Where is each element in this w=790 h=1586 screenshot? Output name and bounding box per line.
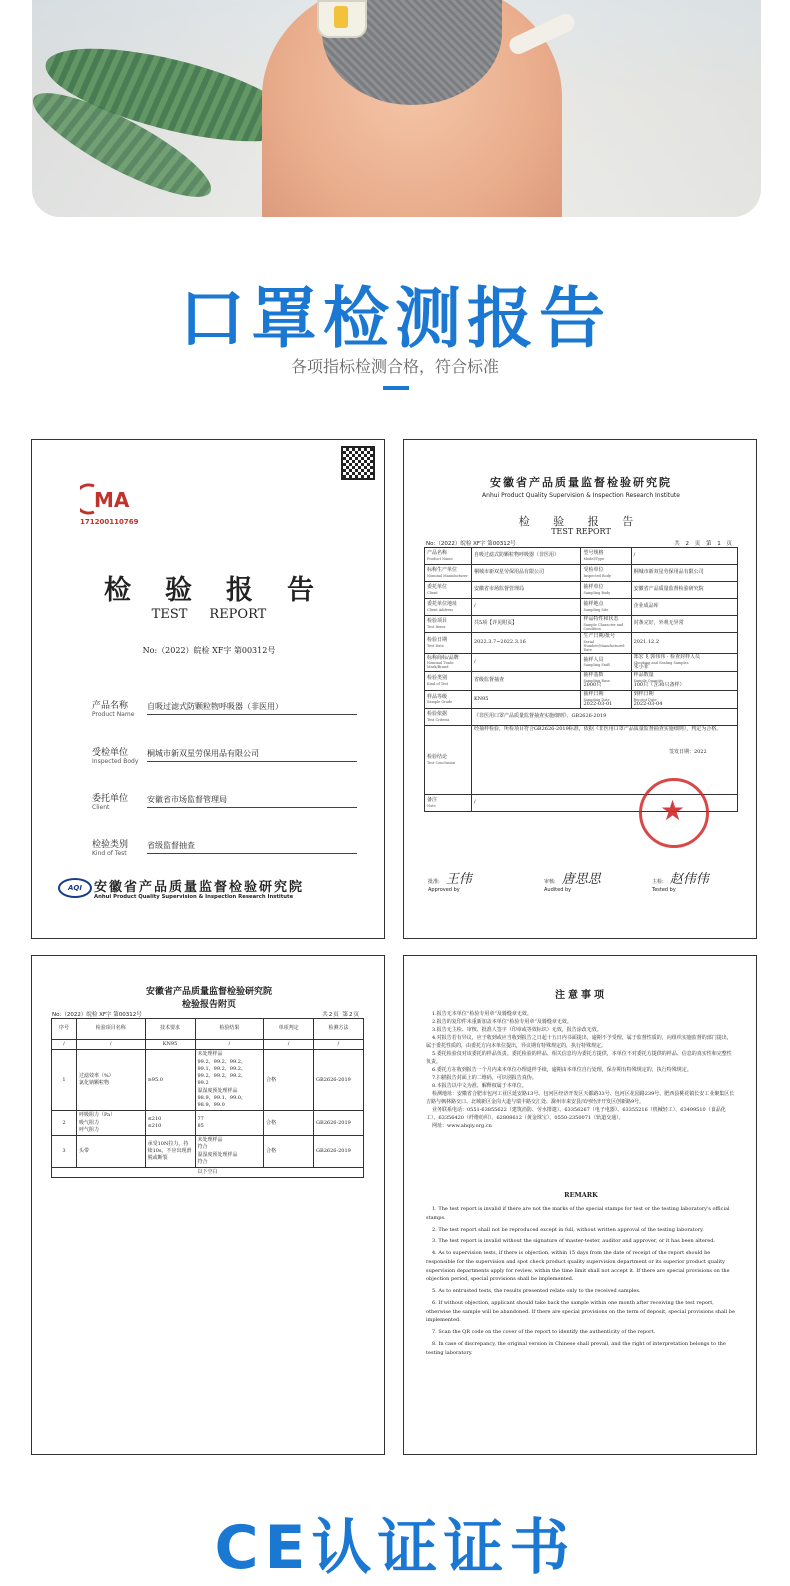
text-span: Inspected Body: [583, 573, 611, 578]
text-span: Sampling Base: [583, 679, 610, 684]
text-span: 检验日期: [427, 637, 448, 644]
table-cell: [425, 565, 472, 582]
table-cell: 安徽省产品质量监督检验研究院: [631, 582, 737, 599]
text-span: 委托单位: [427, 584, 448, 591]
cover-title-en-word: REPORT: [209, 607, 267, 622]
table-cell: /: [471, 653, 581, 672]
text-span: 型号规格: [583, 550, 604, 557]
text-span: 样品特性和状态: [583, 616, 619, 623]
list-item: 6.委托方在收到报告一个月内来本单位办理退样手续，逾期由本单位自行处理，保存期有特殊规定的，执行特殊规定。: [432, 1067, 692, 1073]
table-cell: GB2626-2019: [314, 1050, 364, 1111]
text-span: Test Conclusion: [427, 761, 456, 766]
text-span: Sample Character and Condition: [583, 622, 624, 631]
cover-title: [32, 568, 385, 607]
table-cell: 自吸过滤式防颗粒物呼吸器（非医用）: [471, 548, 581, 565]
text-span: 抽样单位: [583, 584, 604, 591]
report-title: 检 验 报 告: [518, 515, 644, 528]
notes-list-cn: [426, 1010, 736, 1130]
list-item: 检测地址：安徽省合肥市包河工业区延安路13号、包河区经济开发区天都路33号、包河区花园路239号、肥西县桃花镇长安工业聚集区长吉路与枫林路交口、北城新区金岗大道与瑞丰路交汇处、滁州市来安县汊河经济开发区创新路9号。: [426, 1091, 735, 1105]
institute-name: 安徽省产品质量监督检验研究院: [94, 880, 305, 895]
table-row: [425, 616, 738, 633]
table-cell: KN95: [471, 690, 581, 709]
text-span: 检验项目: [427, 618, 448, 625]
cma-text: MA: [94, 488, 130, 512]
cover-field-client: [92, 791, 342, 811]
table-row: [52, 1050, 364, 1111]
table-cell: [581, 565, 631, 582]
table-cell: [425, 726, 472, 795]
cover-title-char: 报: [226, 575, 253, 606]
field-label: 检验类别: [92, 840, 129, 850]
signature-approved: 批准: 王伟 Approved by: [428, 872, 472, 893]
text-span: 经抽样检验，所检项目符合GB2626-2019标准，依据《非医用口罩产品质量监督抽查实施细则》，判定为合格。: [473, 726, 722, 733]
cover-title-char: 验: [165, 575, 192, 606]
text-span: 王伟: [445, 872, 472, 887]
field-value: 安徽省市场监督管理局: [147, 794, 357, 808]
attachment-subtitle: 检验报告附页: [181, 1000, 236, 1010]
text-span: Sample Quantity: [633, 679, 664, 684]
institute-name: 安徽省产品质量监督检验研究院: [490, 476, 672, 489]
text-span: Nominal Trade Mark/Brand: [427, 661, 454, 670]
text-span: Tested by: [652, 887, 676, 893]
table-cell: [425, 672, 472, 691]
table-cell: [581, 672, 631, 691]
text-span: 到样日期: [633, 690, 654, 697]
table-cell: 检验结果: [195, 1019, 264, 1040]
cover-field-inspected-body: [92, 745, 342, 765]
signature-audited: 审核: 唐思思 Audited by: [544, 872, 601, 893]
signature-tested: 主检: 赵伟伟 Tested by: [652, 872, 709, 893]
table-cell: /: [471, 795, 737, 812]
text-span: 检验结论: [427, 754, 448, 761]
table-cell: 封条完好，外观无异常: [631, 616, 737, 633]
remark-title: REMARK: [564, 1191, 598, 1199]
report-number: No:（2022）皖检 XF字 第00312号: [52, 1012, 142, 1018]
table-cell: 郑宏飞 郭伟伟 · 检查封样人员 Checking and Sealing Samples 朱小菲: [631, 653, 737, 672]
table-cell: 序号: [52, 1019, 77, 1040]
table-cell: 检验项目名称: [76, 1019, 145, 1040]
table-cell: 合格: [264, 1050, 314, 1111]
table-cell: ≥95.0: [145, 1050, 195, 1111]
table-cell: 桐城市新双星劳保用品有限公司: [471, 565, 581, 582]
table-cell: 77 85: [195, 1111, 264, 1136]
field-value: 省级监督抽查: [147, 840, 357, 854]
table-cell: 2021.12.2: [631, 633, 737, 654]
report-attachment: [31, 955, 385, 1455]
list-item: 2. The test report shall not be reproduced except in full, without written approval of the testing laboratory.: [432, 1226, 704, 1233]
table-cell: /: [471, 599, 581, 616]
text-span: 签发日期：2022: [668, 749, 707, 756]
list-item: 2.报告的复印件未重新加盖本单位“检验专用章”及骑缝章无效。: [432, 1019, 572, 1025]
table-cell: ≤210 ≤210: [145, 1111, 195, 1136]
table-cell: [425, 709, 472, 726]
table-cell: 省级监督抽查: [471, 672, 581, 691]
text-span: Serial Number/Manufactured Date: [583, 639, 625, 652]
table-row: [52, 1136, 364, 1168]
table-cell: 承受10N拉力，持续10s，不应出现滑脱或断裂: [145, 1136, 195, 1168]
text-span: 抽样地点: [583, 601, 604, 608]
report-number: No:（2022）皖检 XF字 第00312号: [426, 541, 516, 547]
text-span: 标称商标/品牌: [427, 654, 459, 661]
table-cell: 企业成品库: [631, 599, 737, 616]
text-span: 100只（含30只备样）: [633, 682, 685, 689]
text-span: 抽样人员: [583, 656, 604, 663]
table-cell: [425, 582, 472, 599]
list-item: 1.报告无本单位“检验专用章”及骑缝章无效。: [432, 1011, 532, 1017]
text-span: 唐思思: [561, 872, 601, 887]
mask-valve-icon: [317, 0, 367, 38]
text-span: 主检: [652, 879, 663, 885]
list-item: 网址：www.ahqiy.org.cn: [432, 1123, 492, 1129]
test-report-page: [403, 439, 757, 939]
text-span: 标称生产单位: [427, 567, 458, 574]
table-row: [52, 1168, 364, 1178]
table-row: [425, 672, 738, 691]
report-table: [424, 547, 738, 812]
text-span: 检验类别: [427, 675, 448, 682]
table-cell: 安徽省市场监督管理局: [471, 582, 581, 599]
text-span: Model/Type: [583, 556, 605, 561]
text-span: 受检单位: [583, 567, 604, 574]
text-span: Note: [427, 804, 436, 809]
table-cell: [581, 690, 631, 709]
text-span: Sample Grade: [427, 700, 453, 705]
table-cell: /: [52, 1040, 77, 1050]
text-span: 朱小菲: [633, 663, 649, 670]
table-cell: 头带: [76, 1136, 145, 1168]
official-stamp-icon: ★: [639, 778, 709, 848]
cma-number: 171200110769: [80, 518, 139, 526]
field-value: 桐城市新双星劳保用品有限公司: [147, 748, 357, 762]
table-cell: /: [314, 1040, 364, 1050]
table-cell: 2022.3.7~2022.3.16: [471, 633, 581, 654]
attachment-table: [51, 1018, 364, 1178]
table-cell: 未处理样品 符合 温湿度预处理样品 符合: [195, 1136, 264, 1168]
field-label: 委托单位: [92, 794, 129, 804]
institute-name-en: Anhui Product Quality Supervision & Inspection Research Institute: [482, 492, 680, 499]
cover-field-product: [92, 698, 342, 718]
text-span: 2022-03-04: [633, 700, 663, 707]
table-cell: 2: [52, 1111, 77, 1136]
table-cell: 共5项【详见附页】: [471, 616, 581, 633]
table-cell: 1: [52, 1050, 77, 1111]
table-cell: /: [195, 1040, 264, 1050]
text-span: Client Address: [427, 607, 454, 612]
text-span: Approved by: [428, 887, 460, 893]
notes-page: [403, 955, 757, 1455]
table-cell: KN95: [145, 1040, 195, 1050]
list-item: 4. As to supervision tests, if there is objection, within 15 days from the date of receipt of the report should be responsible for the supervision and spot check product quality supervision department or its superior product quality supervision departments apply for review, within the time limit shall not accept it. If there are special provisions on the objection period, special provisions shall be implemented.: [426, 1250, 730, 1283]
table-row: [425, 548, 738, 565]
text-span: 生产日期/批号: [583, 633, 616, 639]
text-span: Sampling Staff: [583, 663, 610, 668]
text-span: Test Criteria: [427, 718, 450, 723]
hero-photo: [32, 0, 761, 217]
list-item: 3.报告无主检、审核、批准人签字（印章或等效标识）无效，报告涂改无效。: [432, 1027, 602, 1033]
table-cell: 合格: [264, 1136, 314, 1168]
text-span: 批准: [428, 879, 439, 885]
table-cell: [581, 599, 631, 616]
text-span: Client: [427, 590, 438, 595]
table-row: [425, 582, 738, 599]
cover-field-kind: [92, 837, 342, 857]
aqi-logo-icon: AQI: [58, 878, 92, 898]
table-cell: /: [76, 1040, 145, 1050]
table-row: [425, 653, 738, 672]
page-indicator: 共2页 第2页: [322, 1012, 360, 1018]
text-span: Test Items: [427, 624, 446, 629]
list-item: 8.本报告以中文为准，解释权属于本单位。: [432, 1083, 527, 1089]
list-item: 3. The test report is invalid without the signature of master-tester, auditor and approver, or it has been altered.: [432, 1238, 716, 1245]
text-span: 委托单位地址: [427, 601, 458, 608]
text-span: Sampling Date: [583, 697, 610, 702]
table-cell: [581, 616, 631, 633]
table-cell: [425, 653, 472, 672]
table-row: [425, 565, 738, 582]
table-cell: [425, 633, 472, 654]
table-cell: /: [631, 548, 737, 565]
cover-title-en: [32, 607, 385, 622]
cover-title-en-word: TEST: [151, 607, 188, 622]
field-label-en: Kind of Test: [92, 850, 127, 857]
table-cell: 《非医用口罩产品质量监督抽查实施细则》、GB2626-2019: [471, 709, 737, 726]
report-cover: [31, 439, 385, 939]
table-cell: [425, 548, 472, 565]
table-cell: 技术要求: [145, 1019, 195, 1040]
text-span: Checking and Sealing Samples: [633, 660, 689, 665]
table-row: [425, 709, 738, 726]
page-subtitle: 各项指标检测合格，符合标准: [290, 357, 499, 376]
table-cell: 以下空白: [52, 1168, 364, 1178]
table-cell: [581, 653, 631, 672]
table-cell: [581, 548, 631, 565]
text-span: Sampling Body: [583, 590, 611, 595]
text-span: 郑宏飞 郭伟伟: [633, 653, 666, 660]
attachment-title: 安徽省产品质量监督检验研究院: [145, 987, 272, 997]
text-span: 抽样基数: [583, 672, 604, 679]
text-span: 抽样日期: [583, 690, 604, 697]
table-cell: /: [264, 1040, 314, 1050]
text-span: Receipt Date: [633, 697, 657, 702]
cma-seal-icon: [80, 482, 142, 516]
table-cell: GB2626-2019: [314, 1111, 364, 1136]
table-cell: [581, 633, 631, 654]
table-cell: 桐城市新双星劳保用品有限公司: [631, 565, 737, 582]
page-title: 口罩检测报告: [179, 280, 611, 357]
table-row: [52, 1040, 364, 1050]
table-cell: 检测方法: [314, 1019, 364, 1040]
next-section-title: CE认证证书: [214, 1513, 576, 1583]
table-cell: 3: [52, 1136, 77, 1168]
field-label-en: Product Name: [92, 711, 135, 718]
list-item: 1. The test report is invalid if there are not the marks of the special stamps for test or the testing laboratory's official stamps.: [426, 1206, 730, 1221]
list-item: 8. In case of discrepancy, the original version in Chinese shall prevail, and the right of interpretation belongs to the testing laboratory.: [426, 1340, 726, 1356]
list-item: 5. As to entrusted tests, the results presented relate only to the received samples.: [432, 1288, 641, 1294]
field-label-en: Client: [92, 804, 110, 811]
text-span: 审核: [544, 879, 555, 885]
text-span: Kind of Test: [427, 681, 449, 686]
table-cell: [425, 690, 472, 709]
text-span: Nominal Manufacturer: [427, 573, 468, 578]
table-cell: 呼吸阻力（Pa） 吸气阻力 呼气阻力: [76, 1111, 145, 1136]
text-span: Sampling Site: [583, 607, 609, 612]
table-row: [425, 633, 738, 654]
field-label-en: Inspected Body: [92, 758, 139, 765]
table-cell: [425, 599, 472, 616]
table-cell: 合格: [264, 1111, 314, 1136]
text-span: 赵伟伟: [669, 872, 709, 887]
notes-title: 注意事项: [555, 990, 607, 1001]
table-cell: [631, 672, 737, 691]
text-span: 备注: [427, 797, 438, 804]
text-span: Product Name: [427, 556, 453, 561]
text-span: Audited by: [544, 887, 572, 893]
table-header-row: [52, 1019, 364, 1040]
table-cell: 单项判定: [264, 1019, 314, 1040]
report-title-en: TEST REPORT: [551, 527, 611, 536]
text-span: 样品等级: [427, 693, 448, 700]
cover-title-char: 检: [104, 575, 131, 606]
table-cell: [425, 616, 472, 633]
table-cell: GB2626-2019: [314, 1136, 364, 1168]
table-row: [52, 1111, 364, 1136]
report-number: No:（2022）皖检 XF字 第00312号: [142, 646, 276, 655]
list-item: 7. Scan the QR code on the cover of the report to identify the authenticity of the report.: [432, 1329, 656, 1335]
table-cell: 未处理样品 99.2、99.2、99.2、 99.1、99.2、99.2、 99.2、99.2、99.2、 99.2 温湿度预处理样品 98.9、99.1、99.0、 98.9、99.0: [195, 1050, 264, 1111]
table-cell: [631, 690, 737, 709]
list-item: 5.委托检验仅对该委托的样品负责。委托检验的样品、相关信息均为委托方提供，本单位不对委托方提供的样品、信息的真实性和完整性负责。: [426, 1051, 732, 1065]
notes-list-en: [426, 1205, 736, 1360]
list-item: 7.扫描报告封面上的二维码，可识别报告真伪。: [432, 1075, 537, 1081]
list-item: 6. If without objection, applicant should take back the sample within one month after receiving the test report, otherwise the sample will be abandoned. If there are special provisions on the term of deposit, special provisions shall be implemented.: [426, 1299, 735, 1324]
page-indicator: 共 2 页 第 1 页: [674, 541, 734, 547]
text-span: 检查封样人员: [669, 653, 700, 660]
text-span: Test Date: [427, 643, 444, 648]
text-span: 样品数量: [633, 672, 654, 679]
field-value: 自吸过滤式防颗粒物呼吸器（非医用）: [147, 701, 357, 715]
text-span: 2000只: [583, 682, 602, 689]
institute-name-en: Anhui Product Quality Supervision & Inspection Research Institute: [94, 894, 294, 900]
table-cell: [425, 795, 472, 812]
table-row: [425, 599, 738, 616]
list-item: 4.对报告若有异议，应于收到或应当收到报告之日起十五日内书面提出，逾期不予受理，属于监督性质的，向组织实施监督的部门提出，属于委托性质的，由委托方向本单位提出，异议期有特殊规定的，执行特殊规定。: [426, 1035, 732, 1049]
text-span: 产品名称: [427, 550, 448, 557]
qr-code-icon: [341, 446, 375, 480]
list-item: 业务联系电话：0551-63855622（建筑消防、劳水排遣）、63356267（电子电器）、63355216（机械轻工）、63499510（食品化工）、63356420（纤维纺织）、62808612（黄金珠宝）、0550-2350071（轨道交通）。: [426, 1107, 726, 1121]
table-cell: 过滤效率（%） 氯化钠颗粒物: [76, 1050, 145, 1111]
cover-title-char: 告: [287, 575, 314, 606]
accent-divider: [383, 386, 409, 390]
text-span: 2022-03-01: [583, 700, 613, 707]
table-cell: [581, 582, 631, 599]
field-label: 受检单位: [92, 748, 129, 758]
table-cell: [471, 726, 737, 795]
text-span: 检验依据: [427, 711, 448, 718]
table-row: [425, 690, 738, 709]
field-label: 产品名称: [92, 701, 129, 711]
